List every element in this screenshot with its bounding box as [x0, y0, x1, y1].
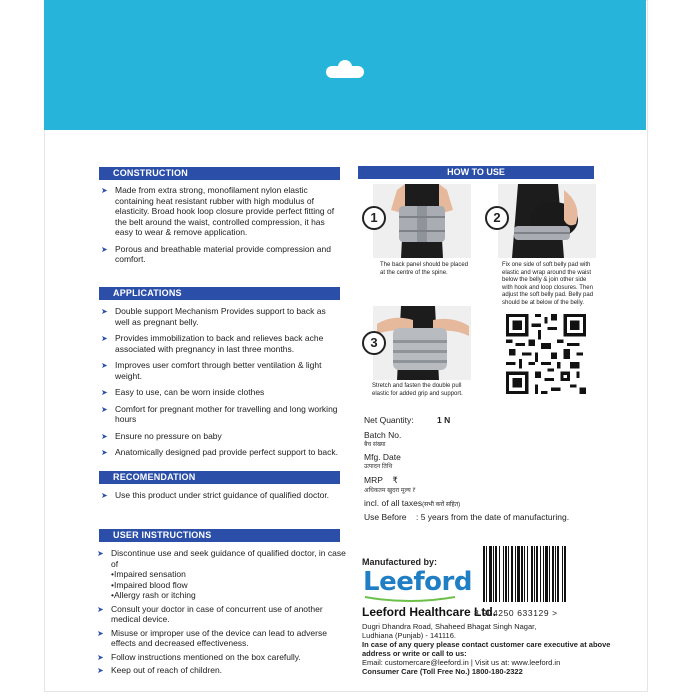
list-item: ➤ Keep out of reach of children. — [97, 665, 223, 675]
arrow-bullet-icon: ➤ — [101, 244, 108, 254]
list-item: ➤ Anatomically designed pad provide perfect support to back. — [101, 447, 339, 457]
arrow-bullet-icon: ➤ — [101, 307, 108, 316]
barcode — [481, 546, 601, 602]
use-before-label: Use Before — [364, 512, 407, 522]
mfg-date-label: Mfg. Date उत्पादन तिथि — [364, 452, 401, 470]
arrow-bullet-icon: ➤ — [101, 186, 108, 195]
step-number: 1 — [362, 206, 386, 230]
step-1-caption: The back panel should be placed at the centre of the spine. — [380, 262, 469, 276]
list-item: ➤ Made from extra strong, monofilament nylon elastic containing heat resistant rubber with high modulus of elasticity. Broad hook loop closure provide perfect fitting of the belt around the waist, controlled compression, it has easy to wear & remove application. — [101, 185, 335, 237]
list-item: ➤ Porous and breathable material provide compression and comfort. — [101, 243, 331, 264]
arrow-bullet-icon: ➤ — [97, 666, 104, 675]
construction-list — [101, 185, 341, 271]
applications-heading: APPLICATIONS — [99, 287, 340, 300]
step-1-photo — [373, 184, 471, 258]
arrow-bullet-icon: ➤ — [101, 491, 108, 500]
step-3-caption: Stretch and fasten the double pull elastic for added grip and support. — [372, 383, 463, 397]
sub-item: •Impaired sensation — [111, 569, 186, 579]
company-address: Dugri Dhandra Road, Shaheed Bhagat Singh Nagar, Ludhiana (Punjab) - 141116. In case of any query please contact customer care executive at above address or write or call to us: Email: customercare@leeford.in | Visit us at: www.leeford.in Consumer Care (Toll Free No.) 1800-180-2322 — [362, 622, 611, 676]
barcode-digits: 8 904250 633129 > — [474, 608, 558, 618]
net-quantity-value: 1 N — [437, 415, 451, 425]
arrow-bullet-icon: ➤ — [101, 431, 108, 441]
arrow-bullet-icon: ➤ — [101, 404, 108, 414]
arrow-bullet-icon: ➤ — [97, 628, 104, 638]
recommendation-list — [101, 490, 341, 507]
sub-item: •Impaired blood flow — [111, 579, 188, 590]
logo-swoosh-icon — [363, 596, 457, 602]
list-item: ➤ Double support Mechanism Provides support to back as well as pregnant belly. — [101, 306, 326, 327]
construction-heading: CONSTRUCTION — [99, 167, 340, 180]
arrow-bullet-icon: ➤ — [97, 652, 104, 662]
manufactured-by-label: Manufactured by: — [362, 557, 438, 567]
sub-item: •Allergy rash or itching — [111, 590, 196, 600]
step-number: 3 — [362, 331, 386, 355]
step-3-photo — [373, 306, 471, 380]
list-item: ➤ Follow instructions mentioned on the box carefully. — [97, 651, 301, 662]
applications-list — [101, 306, 341, 464]
arrow-bullet-icon: ➤ — [101, 334, 108, 343]
list-item: ➤ Use this product under strict guidance of qualified doctor. — [101, 490, 330, 500]
qr-code — [506, 314, 586, 394]
logo-wordmark: Leeford — [363, 567, 472, 597]
user-instructions-list — [97, 548, 347, 679]
batch-label: Batch No. बैच संख्या — [364, 430, 402, 448]
arrow-bullet-icon: ➤ — [101, 448, 108, 457]
arrow-bullet-icon: ➤ — [101, 361, 108, 370]
recommendation-heading: RECOMENDATION — [99, 471, 340, 484]
list-item: ➤ Comfort for pregnant mother for travelling and long working hours — [101, 403, 338, 424]
user-instructions-heading: USER INSTRUCTIONS — [99, 529, 340, 542]
list-item: ➤ Ensure no pressure on baby — [101, 430, 222, 441]
use-before-value: : 5 years from the date of manufacturing. — [416, 512, 570, 522]
leeford-logo — [363, 567, 472, 602]
arrow-bullet-icon: ➤ — [97, 604, 104, 614]
arrow-bullet-icon: ➤ — [101, 388, 108, 397]
list-item: ➤ Consult your doctor in case of concurrent use of another medical device. — [97, 603, 323, 624]
hanger-hole-icon — [326, 60, 364, 80]
list-item: ➤ Improves user comfort through better ventilation & light weight. — [101, 360, 322, 381]
step-number: 2 — [485, 206, 509, 230]
list-item: ➤ Easy to use, can be worn inside clothes — [101, 387, 265, 397]
net-quantity-label: Net Quantity: — [364, 415, 414, 425]
step-2-caption: Fix one side of soft belly pad with elastic and wrap around the waist below the belly & join other side with hook and loop closures. Then adjust the soft belly pad. Belly pad should be at below of the belly. — [502, 262, 594, 306]
arrow-bullet-icon: ➤ — [97, 549, 104, 558]
mrp-label: MRP ₹ अधिकतम खुदरा मूल्य ₹ — [364, 475, 416, 494]
step-2-photo — [498, 184, 596, 258]
list-item: ➤ Provides immobilization to back and relieves back ache associated with pregnancy in last three months. — [101, 333, 324, 354]
how-to-use-heading: HOW TO USE — [358, 166, 594, 179]
list-item: ➤ Misuse or improper use of the device can lead to adverse effects and decreased effectiveness. — [97, 627, 327, 648]
list-item: ➤ Discontinue use and seek guidance of qualified doctor, in case of •Impaired sensation •Impaired blood flow •Allergy rash or itching — [97, 548, 346, 600]
taxes-label: incl. of all taxes(सभी करों सहित) — [364, 498, 461, 508]
company-name: Leeford Healthcare Ltd. — [362, 605, 497, 619]
